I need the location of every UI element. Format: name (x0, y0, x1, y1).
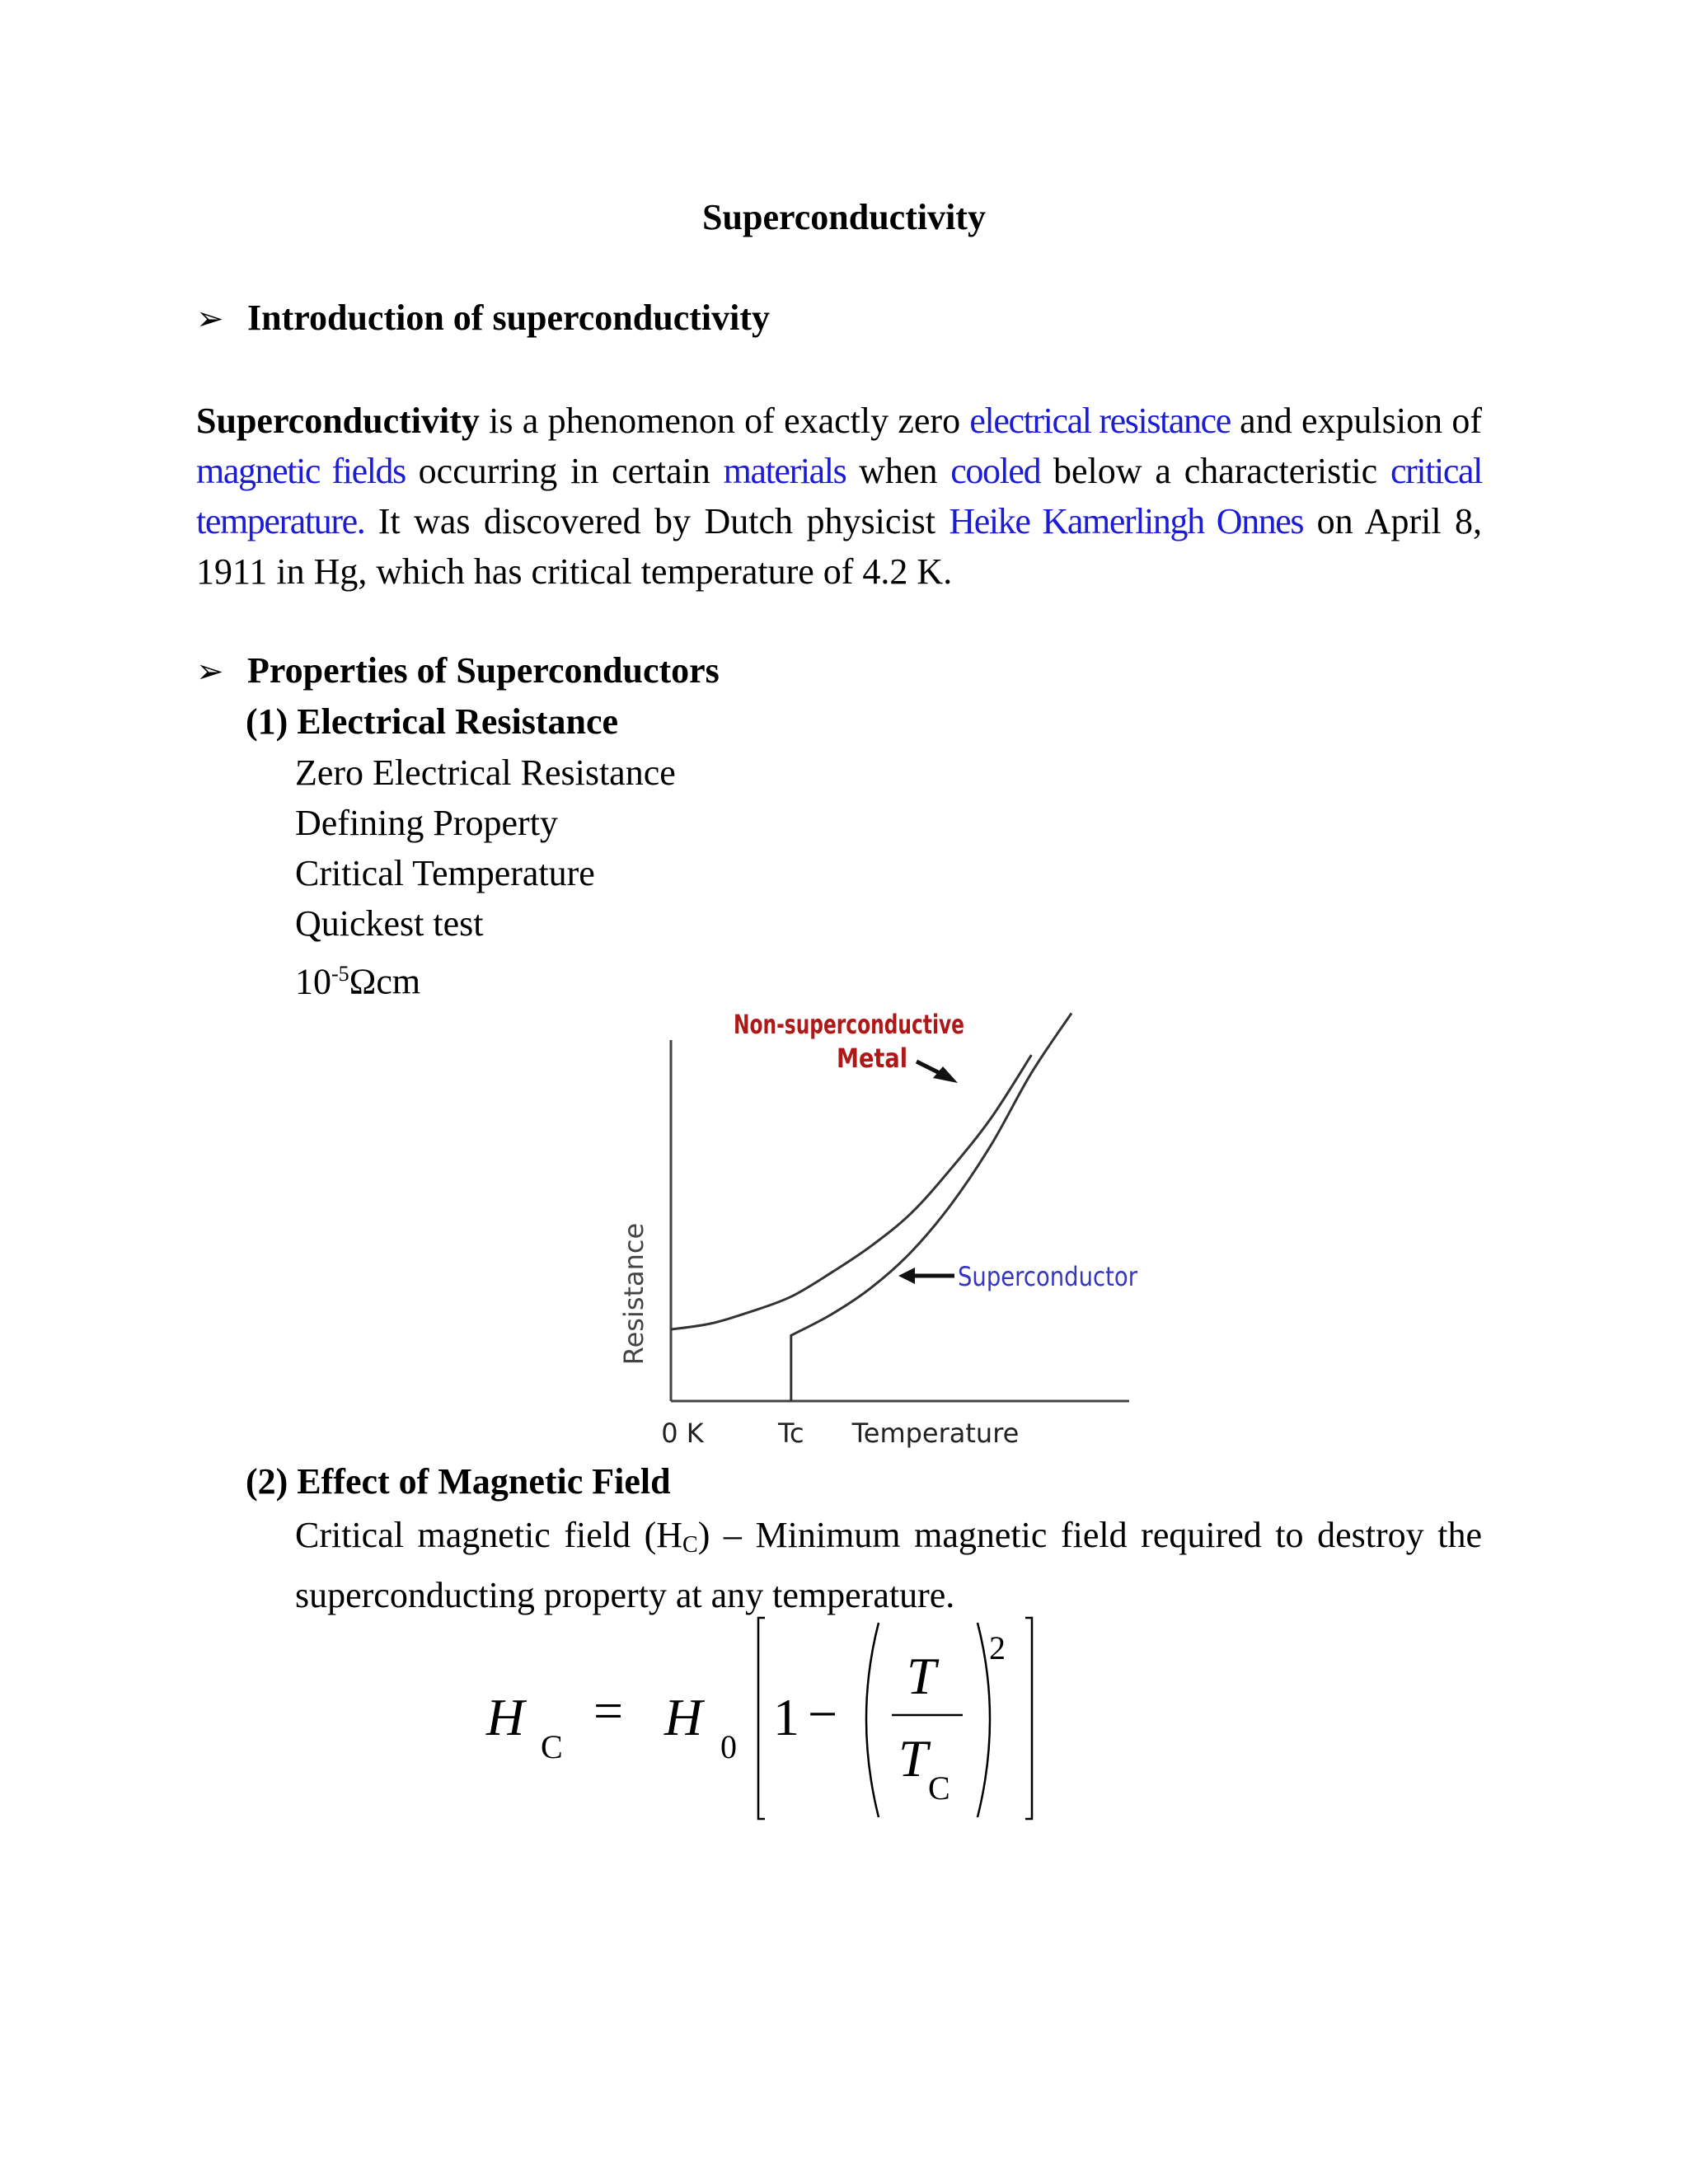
formula-h0-subscript: 0 (720, 1728, 737, 1765)
intro-text: and expulsion of (1230, 401, 1482, 441)
critical-field-formula (462, 1611, 1055, 1834)
arrow-to-metal-curve (917, 1062, 958, 1083)
property-heading-magnetic-field: (2) Effect of Magnetic Field (246, 1461, 671, 1502)
magnetic-text: Critical magnetic field (H (295, 1515, 683, 1555)
magnetic-text: ) – Minimum magnetic field required to destroy the superconducting property at any temperature. (295, 1515, 1482, 1615)
intro-text: is a phenomenon of exactly zero (479, 401, 970, 441)
formula-lhs: H (486, 1688, 525, 1746)
section-heading-text: Properties of Superconductors (247, 650, 720, 691)
intro-text: when (846, 451, 951, 491)
intro-text: It was discovered by Dutch physicist (364, 501, 950, 541)
resistivity-base: 10 (295, 961, 331, 1002)
formula-denominator: T (898, 1729, 928, 1788)
formula-one: 1 (773, 1688, 799, 1746)
intro-text: on April 8, 1911 in Hg, which has critical temperature of 4.2 K. (196, 501, 1483, 592)
resistivity-value (295, 951, 420, 1005)
formula-lhs-subscript: C (541, 1728, 563, 1765)
annotation-superconductor-label: Superconductor (958, 1261, 1138, 1292)
formula-equals: = (593, 1681, 624, 1740)
bullet-arrow-icon: ➢ (196, 300, 224, 338)
intro-paragraph (196, 396, 1482, 597)
y-axis-label: Resistance (618, 1222, 649, 1366)
section-heading-text: Introduction of superconductivity (247, 298, 771, 338)
annotation-metal-label-2: Metal (837, 1043, 907, 1074)
property-item: Defining Property (295, 803, 558, 843)
link-electrical-resistance[interactable]: electrical resistance (969, 401, 1231, 441)
formula-h0: H (664, 1688, 703, 1746)
intro-text: below a characteristic (1040, 451, 1391, 491)
property-heading-electrical-resistance: (1) Electrical Resistance (246, 701, 619, 742)
formula-left-paren (866, 1623, 879, 1817)
page-title: Superconductivity (702, 197, 986, 237)
section-heading-properties (196, 648, 720, 695)
resistance-temperature-chart (577, 1005, 1170, 1467)
link-heike-kamerlingh-onnes[interactable]: Heike Kamerlingh Onnes (949, 501, 1304, 541)
x-tick-label: Tc (777, 1418, 804, 1449)
magnetic-field-description (295, 1510, 1482, 1620)
formula-minus: − (808, 1685, 838, 1743)
annotation-metal-label-1: Non-superconductive (734, 1009, 964, 1040)
resistivity-exponent: -5 (331, 962, 349, 986)
formula-right-bracket (1025, 1618, 1032, 1819)
series-line-superconductor (791, 1013, 1071, 1401)
formula-right-paren (978, 1623, 990, 1817)
x-tick-label: 0 K (661, 1418, 704, 1449)
bullet-arrow-icon: ➢ (196, 653, 224, 691)
link-magnetic-fields[interactable]: magnetic fields (196, 451, 406, 491)
section-heading-introduction (196, 295, 770, 342)
arrow-to-superconductor-curve (898, 1268, 954, 1284)
property-item: Critical Temperature (295, 853, 595, 893)
intro-text: occurring in certain (405, 451, 724, 491)
formula-left-bracket (758, 1618, 765, 1819)
link-cooled[interactable]: cooled (950, 451, 1041, 491)
link-materials[interactable]: materials (723, 451, 846, 491)
resistivity-unit: Ωcm (349, 961, 421, 1002)
formula-denominator-subscript: C (928, 1769, 950, 1807)
magnetic-text-subscript: C (682, 1532, 698, 1558)
link-critical-temperature[interactable]: critical temperature. (196, 451, 1482, 541)
formula-numerator: T (907, 1647, 936, 1705)
property-item: Zero Electrical Resistance (295, 752, 676, 793)
formula-exponent: 2 (989, 1629, 1006, 1666)
x-axis-label: Temperature (851, 1418, 1020, 1449)
property-item: Quickest test (295, 903, 484, 944)
intro-term: Superconductivity (196, 401, 480, 441)
